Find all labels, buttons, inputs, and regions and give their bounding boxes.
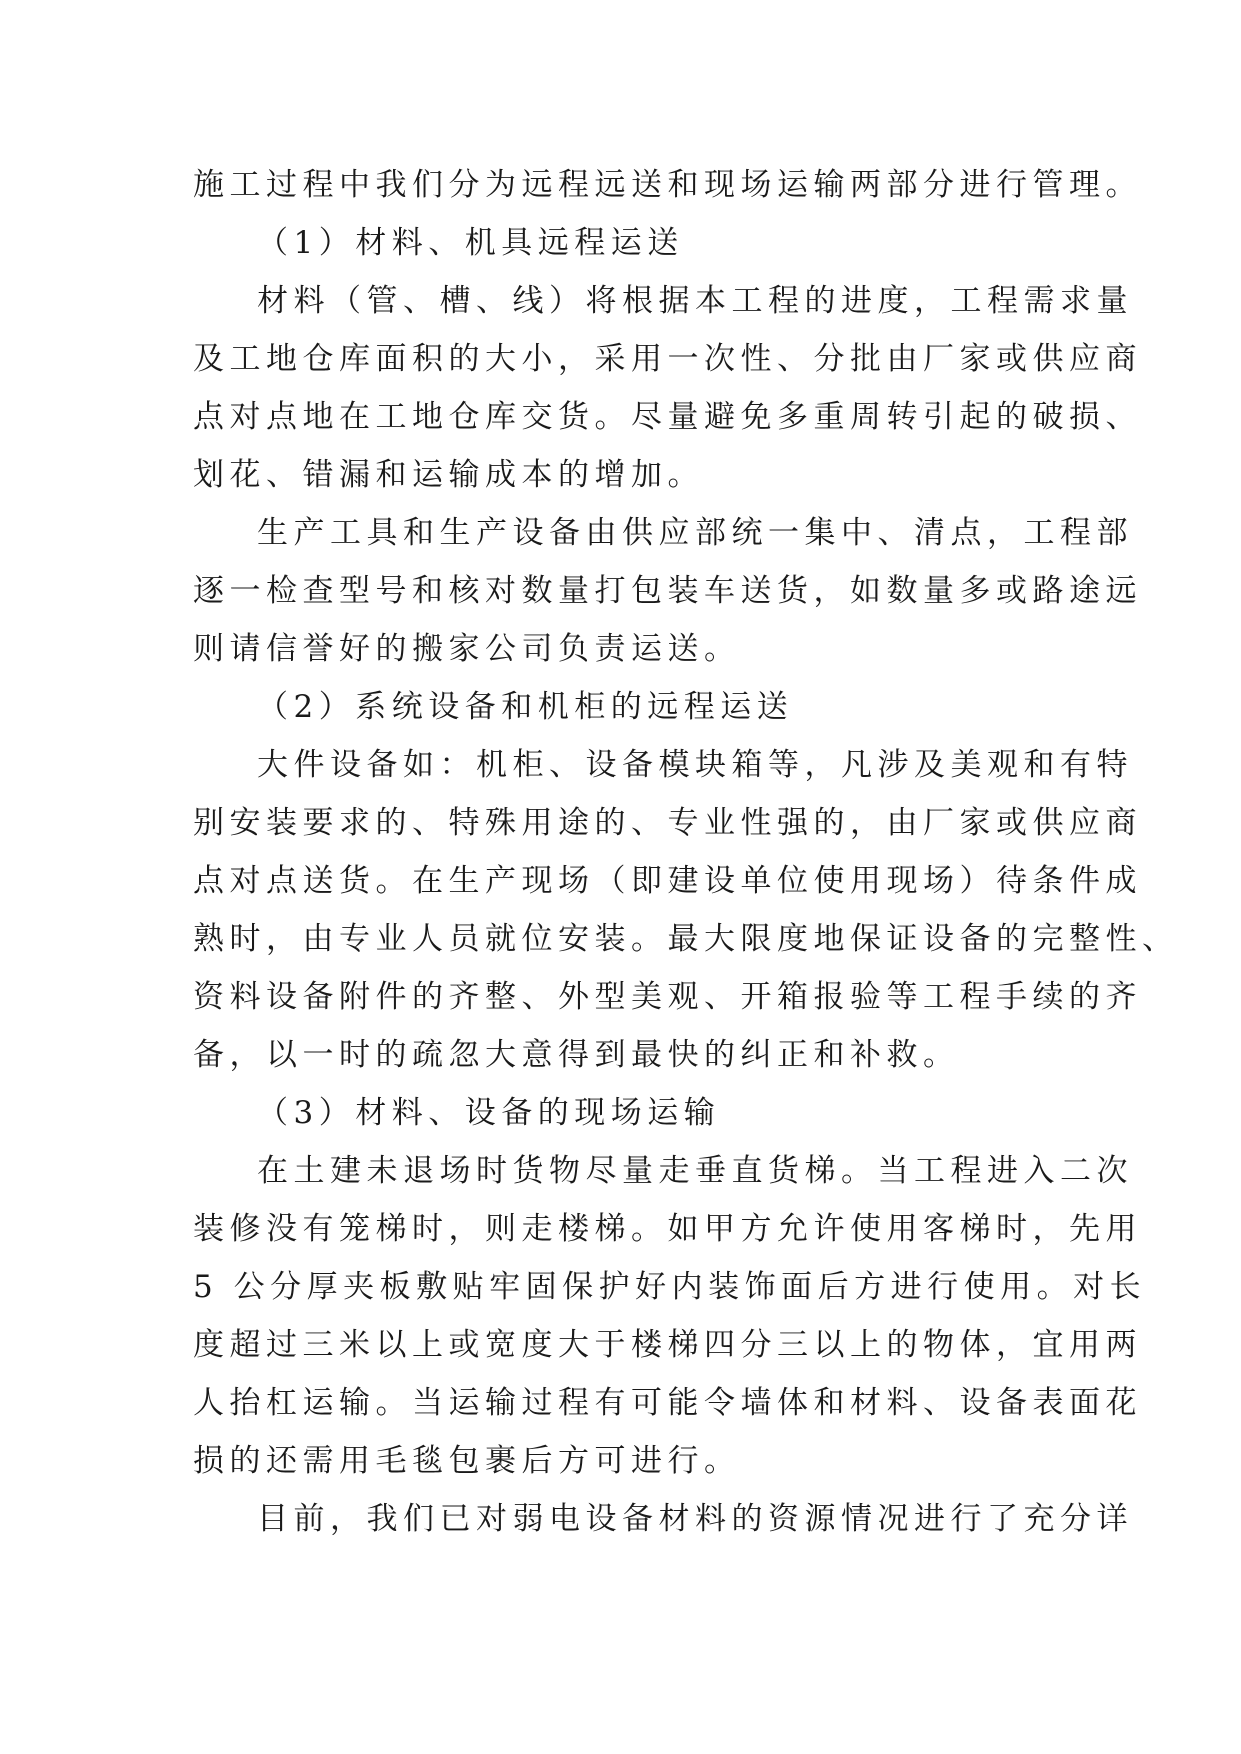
text-line: 度超过三米以上或宽度大于楼梯四分三以上的物体，宜用两 [193, 1327, 1142, 1363]
text-line: 别安装要求的、特殊用途的、专业性强的，由厂家或供应商 [193, 805, 1142, 841]
text-line: 材料（管、槽、线）将根据本工程的进度，工程需求量 [257, 283, 1133, 319]
section-heading: （1）材料、机具远程运送 [257, 225, 684, 261]
text-line: 施工过程中我们分为远程远送和现场运输两部分进行管理。 [193, 167, 1142, 203]
text-line: 5 公分厚夹板敷贴牢固保护好内装饰面后方进行使用。对长 [193, 1269, 1147, 1305]
text-line: 资料设备附件的齐整、外型美观、开箱报验等工程手续的齐 [193, 979, 1142, 1015]
text-line: 大件设备如：机柜、设备模块箱等，凡涉及美观和有特 [257, 747, 1133, 783]
text-line: 生产工具和生产设备由供应部统一集中、清点，工程部 [257, 515, 1133, 551]
text-line: 装修没有笼梯时，则走楼梯。如甲方允许使用客梯时，先用 [193, 1211, 1142, 1247]
text-line: 及工地仓库面积的大小，采用一次性、分批由厂家或供应商 [193, 341, 1142, 377]
text-line: 熟时，由专业人员就位安装。最大限度地保证设备的完整性、 [193, 921, 1179, 957]
text-line: 在土建未退场时货物尽量走垂直货梯。当工程进入二次 [257, 1153, 1133, 1189]
section-heading: （3）材料、设备的现场运输 [257, 1095, 721, 1131]
section-heading: （2）系统设备和机柜的远程运送 [257, 689, 794, 725]
text-line: 备，以一时的疏忽大意得到最快的纠正和补救。 [193, 1037, 960, 1073]
text-line: 则请信誉好的搬家公司负责运送。 [193, 631, 741, 667]
text-line: 划花、错漏和运输成本的增加。 [193, 457, 704, 493]
text-line: 目前，我们已对弱电设备材料的资源情况进行了充分详 [257, 1501, 1133, 1537]
text-line: 点对点送货。在生产现场（即建设单位使用现场）待条件成 [193, 863, 1142, 899]
text-line: 点对点地在工地仓库交货。尽量避免多重周转引起的破损、 [193, 399, 1142, 435]
text-line: 损的还需用毛毯包裹后方可进行。 [193, 1443, 741, 1479]
text-line: 人抬杠运输。当运输过程有可能令墙体和材料、设备表面花 [193, 1385, 1142, 1421]
text-line: 逐一检查型号和核对数量打包装车送货，如数量多或路途远 [193, 573, 1142, 609]
